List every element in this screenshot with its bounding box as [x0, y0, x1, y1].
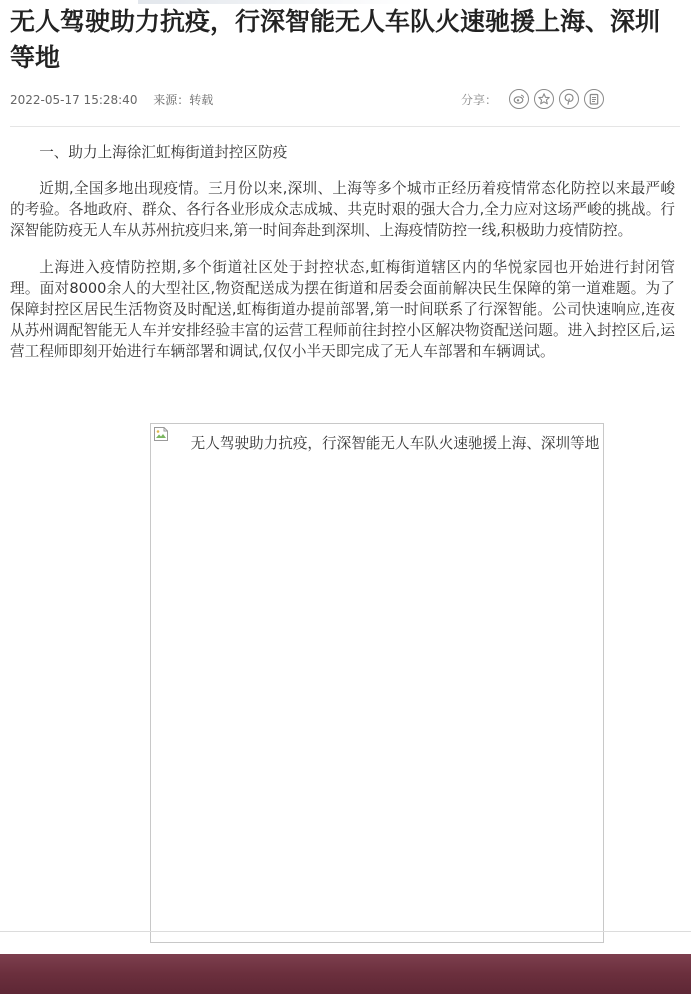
article-image-placeholder: [150, 423, 604, 943]
article-source: 来源：转载: [153, 93, 214, 107]
share-label: 分享：: [461, 92, 498, 107]
header-divider: [10, 126, 680, 127]
share-bar: [461, 88, 609, 110]
article-title: 无人驾驶助力抗疫，行深智能无人车队火速驰援上海、深圳等地: [10, 7, 661, 72]
content-bottom-divider: [0, 931, 691, 932]
pinterest-icon[interactable]: [559, 89, 579, 109]
paragraph-1: 近期,全国多地出现疫情。三月份以来,深圳、上海等多个城市正经历着疫情常态化防控以来最严峻的考验。各地政府、群众、各行各业形成众志成城、共克时艰的强大合力,全力应对这场严峻的挑战。行深智能防疫无人车从苏州抗疫归来,第一时间奔赴到深圳、上海疫情防控一线,积极助力疫情防控。: [10, 180, 675, 239]
section-heading: 一、助力上海徐汇虹梅街道封控区防疫: [39, 144, 288, 161]
weibo-icon[interactable]: [509, 89, 529, 109]
qzone-icon[interactable]: [534, 89, 554, 109]
publish-date: 2022-05-17 15:28:40: [10, 93, 138, 107]
paragraph-2: 上海进入疫情防控期,多个街道社区处于封控状态,虹梅街道辖区内的华悦家园也开始进行封闭管理。面对8000余人的大型社区,物资配送成为摆在街道和居委会面前解决民生保障的第一道难题。为了保障封控区居民生活物资及时配送,虹梅街道办提前部署,第一时间联系了行深智能。公司快速响应,连夜从苏州调配智能无人车并安排经验丰富的运营工程师前往封控小区解决物资配送问题。进入封控区后,运营工程师即刻开始进行车辆部署和调试,仅仅小半天即完成了无人车部署和车辆调试。: [10, 259, 675, 360]
footer-bar: [0, 954, 691, 994]
article-meta: [10, 92, 213, 108]
image-alt-text: 无人驾驶助力抗疫，行深智能无人车队火速驰援上海、深圳等地: [190, 435, 600, 452]
article-body: [10, 142, 675, 378]
broken-image-icon: [153, 426, 169, 442]
clipboard-icon[interactable]: [584, 89, 604, 109]
